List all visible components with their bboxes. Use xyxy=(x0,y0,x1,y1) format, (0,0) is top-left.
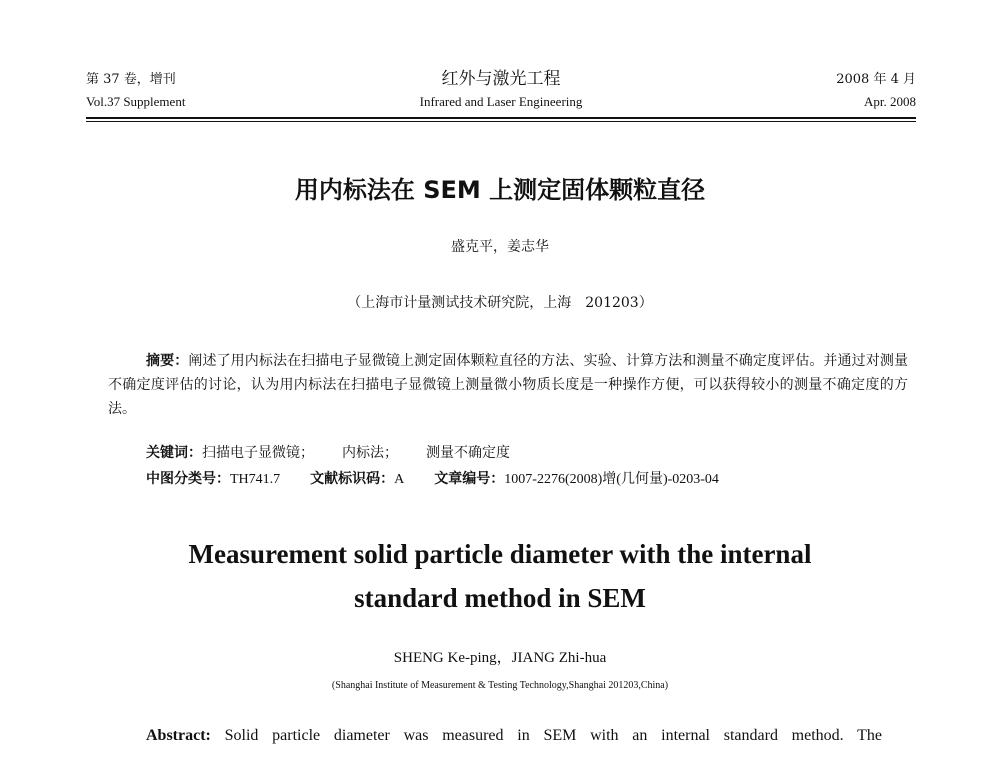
authors-cn: 盛克平，姜志华 xyxy=(451,239,549,255)
paper-title-cn: 用内标法在 SEM 上测定固体颗粒直径 xyxy=(294,176,706,204)
doc-code-label: 文献标识码： xyxy=(310,471,395,487)
keyword-item: 扫描电子显微镜； xyxy=(202,445,314,461)
doc-code-value: A xyxy=(394,472,405,487)
issue-date-en: Apr. 2008 xyxy=(864,94,916,109)
abstract-en-label: Abstract: xyxy=(146,727,211,744)
header-rule-thick xyxy=(86,117,916,119)
authors-en: SHENG Ke-ping，JIANG Zhi-hua xyxy=(393,650,607,666)
classification-line xyxy=(146,468,719,488)
keywords-label: 关键词： xyxy=(146,445,202,461)
abstract-en xyxy=(146,727,882,745)
volume-en: Vol.37 Supplement xyxy=(86,94,186,109)
clc-label: 中图分类号： xyxy=(146,471,230,487)
abstract-cn xyxy=(108,349,908,421)
journal-header xyxy=(86,68,916,118)
keywords-cn xyxy=(146,442,510,462)
header-rule-thin xyxy=(86,121,916,122)
article-no-value: 1007-2276(2008)增(几何量)-0203-04 xyxy=(504,472,719,487)
article-no-label: 文章编号： xyxy=(434,471,505,487)
issue-date-cn: 2008 年 4 月 xyxy=(836,72,916,87)
paper-title-en-line2: standard method in SEM xyxy=(354,583,646,613)
keyword-item: 内标法； xyxy=(342,445,398,461)
clc-value: TH741.7 xyxy=(230,472,281,487)
abstract-cn-label: 摘要： xyxy=(146,353,189,369)
abstract-cn-text: 阐述了用内标法在扫描电子显微镜上测定固体颗粒直径的方法、实验、计算方法和测量不确定度评估。并通过对测量不确定度评估的讨论，认为用内标法在扫描电子显微镜上测量微小物质长度是一种操作方便，可以获得较小的测量不确定度的方法。 xyxy=(108,353,909,417)
keyword-item: 测量不确定度 xyxy=(426,445,510,461)
paper-title-en-line1: Measurement solid particle diameter with the internal xyxy=(188,539,812,569)
affiliation-en: (Shanghai Institute of Measurement & Testing Technology,Shanghai 201203,China) xyxy=(331,680,669,691)
journal-name-cn: 红外与激光工程 xyxy=(441,69,561,89)
paper-title-en xyxy=(0,532,1000,620)
abstract-en-text: Solid particle diameter was measured in SEM with an internal standard method. The xyxy=(224,727,883,744)
volume-cn: 第 37 卷，增刊 xyxy=(86,72,176,87)
affiliation-cn: （上海市计量测试技术研究院，上海 201203） xyxy=(347,295,653,311)
journal-name-en: Infrared and Laser Engineering xyxy=(419,94,583,109)
